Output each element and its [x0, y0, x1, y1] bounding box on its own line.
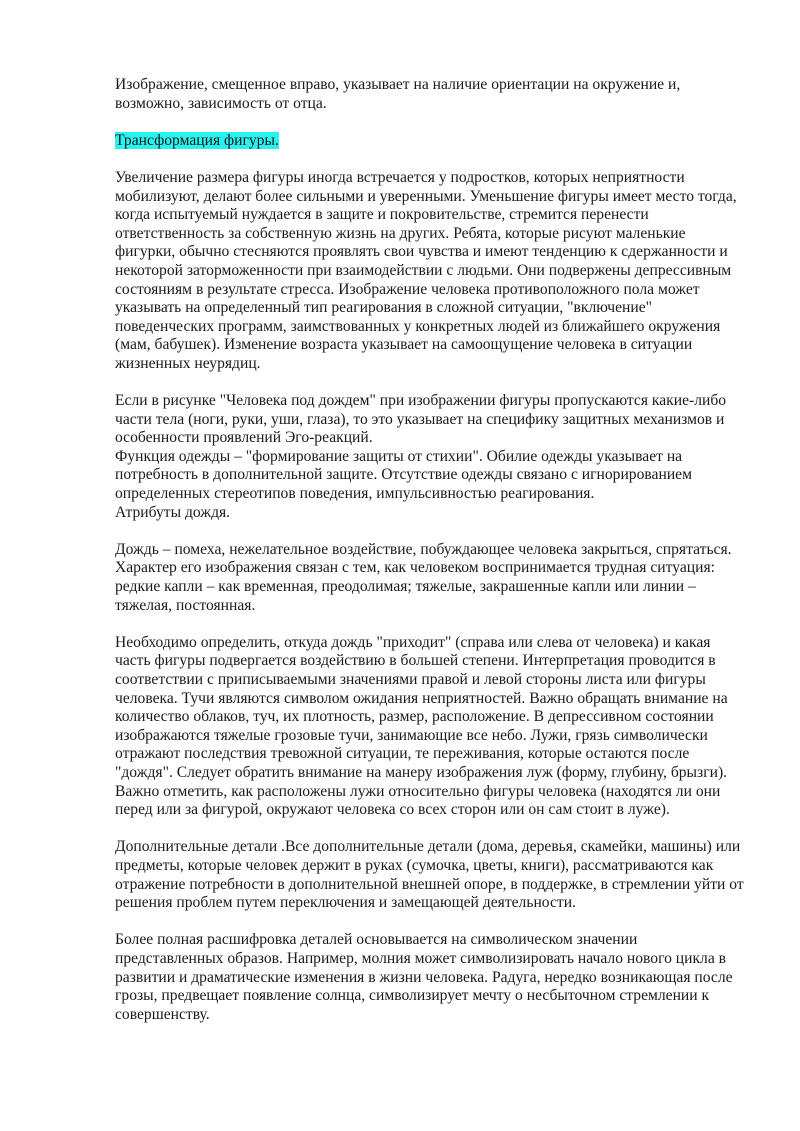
paragraph-figure-size: Увеличение размера фигуры иногда встречается у подростков, которых неприятности мобилизуют, делают более сильными и уверенными. Уменьшение фигуры имеет место тогда, когда испытуемый нуждается в защите и покровительстве, стремится перенести ответственность за собственную жизнь на других. Ребята, которые рисуют маленькие фигурки, обычно стесняются проявлять свои чувства и имеют тенденцию к сдержанности и некоторой заторможенности при взаимодействии с людьми. Они подвержены депрессивным состояниям в результате стресса. Изображение человека противоположного пола может указывать на определенный тип реагирования в сложной ситуации, "включение" поведенческих программ, заимствованных у конкретных людей из ближайшего окружения (мам, бабушек). Изменение возраста указывает на самоощущение человека в ситуации жизненных неурядиц.	[115, 168, 737, 372]
paragraph-missing-parts: Если в рисунке "Человека под дождем" при изображении фигуры пропускаются какие-либо части тела (ноги, руки, уши, глаза), то это указывает на специфику защитных механизмов и особенности проявлений Эго-реакций.	[115, 392, 727, 447]
document-body	[115, 76, 745, 1043]
paragraph-clothing: Функция одежды – "формирование защиты от стихии". Обилие одежды указывает на потребность в дополнительной защите. Отсутствие одежды связано с игнорированием определенных стереотипов поведения, импульсивностью реагирования.	[115, 447, 692, 503]
intro-paragraph: Изображение, смещенное вправо, указывает на наличие ориентации на окружение и, возможно, зависимость от отца.	[115, 76, 681, 112]
paragraph-rain: Дождь – помеха, нежелательное воздействие, побуждающее человека закрыться, спрятаться. Характер его изображения связан с тем, как человеком воспринимается трудная ситуация: редкие капли – как временная, преодолимая; тяжелые, закрашенные капли или линии – тяжелая, постоянная.	[115, 540, 732, 614]
paragraph-rain-direction: Необходимо определить, откуда дождь "приходит" (справа или слева от человека) и какая часть фигуры подвергается воздействию в большей степени. Интерпретация проводится в соответствии с приписываемыми значениями правой и левой стороны листа или фигуры человека. Тучи являются символом ожидания неприятностей. Важно обращать внимание на количество облаков, туч, их плотность, размер, расположение. В депрессивном состоянии изображаются тяжелые грозовые тучи, занимающие все небо. Лужи, грязь символически отражают последствия тревожной ситуации, те переживания, которые остаются после "дождя". Следует обратить внимание на манеру изображения луж (форму, глубину, брызги). Важно отметить, как расположены лужи относительно фигуры человека (находятся ли они перед или за фигурой, окружают человека со всех сторон или он сам стоит в луже).	[115, 633, 728, 819]
section-heading: Трансформация фигуры.	[115, 131, 279, 149]
subheading-rain-attributes: Атрибуты дождя.	[115, 503, 231, 521]
paragraph-symbols: Более полная расшифровка деталей основывается на символическом значении представленных образов. Например, молния может символизировать начало нового цикла в развитии и драматические изменения в жизни человека. Радуга, нередко возникающая после грозы, предвещает появление солнца, символизирует мечту о несбыточном стремлении к совершенству.	[115, 931, 733, 1023]
paragraph-additional-details: Дополнительные детали .Все дополнительные детали (дома, деревья, скамейки, машины) или предметы, которые человек держит в руках (сумочка, цветы, книги), рассматриваются как отражение потребности в дополнительной внешней опоре, в поддержке, в стремлении уйти от решения проблем путем переключения и замещающей деятельности.	[115, 838, 744, 912]
section-heading-line	[115, 132, 745, 151]
